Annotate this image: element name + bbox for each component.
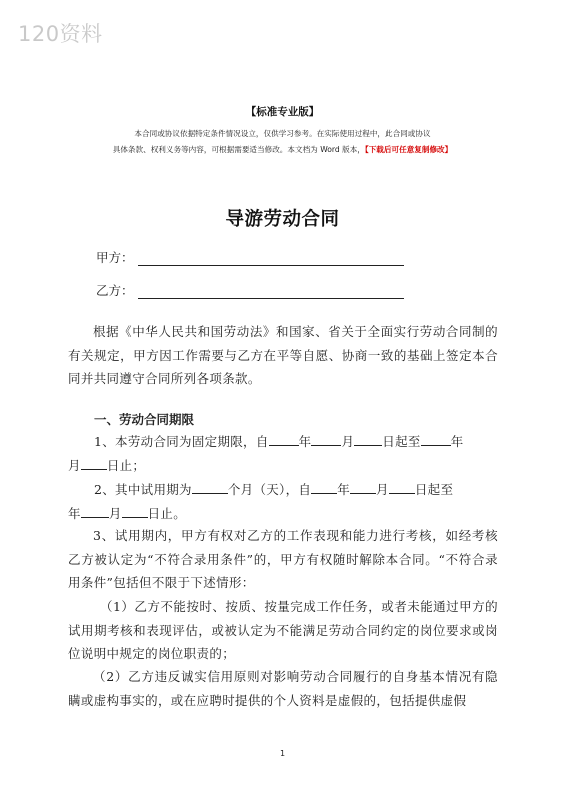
item-1-paragraph: （1）乙方不能按时、按质、按量完成工作任务，或者未能通过甲方的试用期考核和表现评估，或被认定为不能满足劳动合同约定的岗位要求或岗位说明中规定的岗位职责的； <box>68 599 498 661</box>
end-year-blank[interactable] <box>421 433 451 446</box>
year-blank[interactable] <box>269 433 299 446</box>
probation-year-label: 年 <box>337 482 351 497</box>
day-blank[interactable] <box>354 433 382 446</box>
end-year-label: 年 <box>450 434 464 449</box>
party-a-line <box>96 248 404 266</box>
probation-unit-label: 个月（天），自 <box>227 482 312 497</box>
day-from-label: 日起至 <box>382 434 421 449</box>
clause-1-text: 1、本劳动合同为固定期限，自 <box>94 434 269 449</box>
probation-day-blank[interactable] <box>389 481 415 494</box>
watermark-logo: 120资料 <box>18 22 103 46</box>
probation-year-blank[interactable] <box>311 481 337 494</box>
clause-1-line-2 <box>68 456 145 474</box>
edition-tag: 【标准专业版】 <box>245 106 320 118</box>
item-2-paragraph: （2）乙方违反诚实信用原则对影响劳动合同履行的自身基本情况有隐瞒或虚构事实的，或在应聘时提供的个人资料是虚假的，包括提供虚假 <box>68 669 498 708</box>
notice-line-2-text: 具体条款、权利义务等内容，可根据需要适当修改。本文档为 Word 版本， <box>112 145 365 154</box>
page-number: 1 <box>279 749 286 758</box>
clause-2-line-2 <box>68 504 186 522</box>
party-b-blank[interactable] <box>138 285 404 299</box>
probation-month-blank[interactable] <box>350 481 376 494</box>
notice-line-1: 本合同或协议依据特定条件情况设立，仅供学习参考。在实际使用过程中，此合同或协议 <box>134 129 431 138</box>
clause-3-paragraph: 3、试用期内，甲方有权对乙方的工作表现和能力进行考核，如经考核乙方被认定为“不符合录用条件”的，甲方有权随时解除本合同。“不符合录用条件”包括但不限于下述情形： <box>68 528 498 590</box>
party-b-label: 乙方： <box>96 283 134 298</box>
probation-end-month-blank[interactable] <box>81 505 109 518</box>
party-a-label: 甲方： <box>96 250 134 265</box>
party-b-line <box>96 281 404 299</box>
section-1-heading: 一、劳动合同期限 <box>94 412 195 427</box>
end-month-label: 月 <box>68 458 81 473</box>
probation-end-day-blank[interactable] <box>122 505 148 518</box>
clause-2-line-1 <box>94 480 453 498</box>
probation-from-label: 日起至 <box>414 482 454 497</box>
clause-1-line-1 <box>94 432 464 450</box>
year-label: 年 <box>298 434 312 449</box>
probation-month-label: 月 <box>376 482 389 497</box>
preamble-paragraph: 根据《中华人民共和国劳动法》和国家、省关于全面实行劳动合同制的有关规定，甲方因工作需要与乙方在平等自愿、协商一致的基础上签定本合同并共同遵守合同所列各项条款。 <box>68 324 498 386</box>
month-label: 月 <box>341 434 355 449</box>
document-title: 导游劳动合同 <box>225 209 340 230</box>
probation-end-year-label: 年 <box>68 506 81 521</box>
download-notice: 【下载后可任意复制修改】 <box>364 145 453 154</box>
end-day-label: 日止； <box>106 458 146 473</box>
clause-2-text: 2、其中试用期为 <box>94 482 192 497</box>
party-a-blank[interactable] <box>138 252 404 266</box>
probation-end-month-label: 月 <box>108 506 122 521</box>
notice-line-2 <box>0 144 565 155</box>
month-blank[interactable] <box>311 433 341 446</box>
probation-months-blank[interactable] <box>192 481 228 494</box>
probation-end-day-label: 日止。 <box>147 506 187 521</box>
end-day-blank[interactable] <box>81 457 107 470</box>
